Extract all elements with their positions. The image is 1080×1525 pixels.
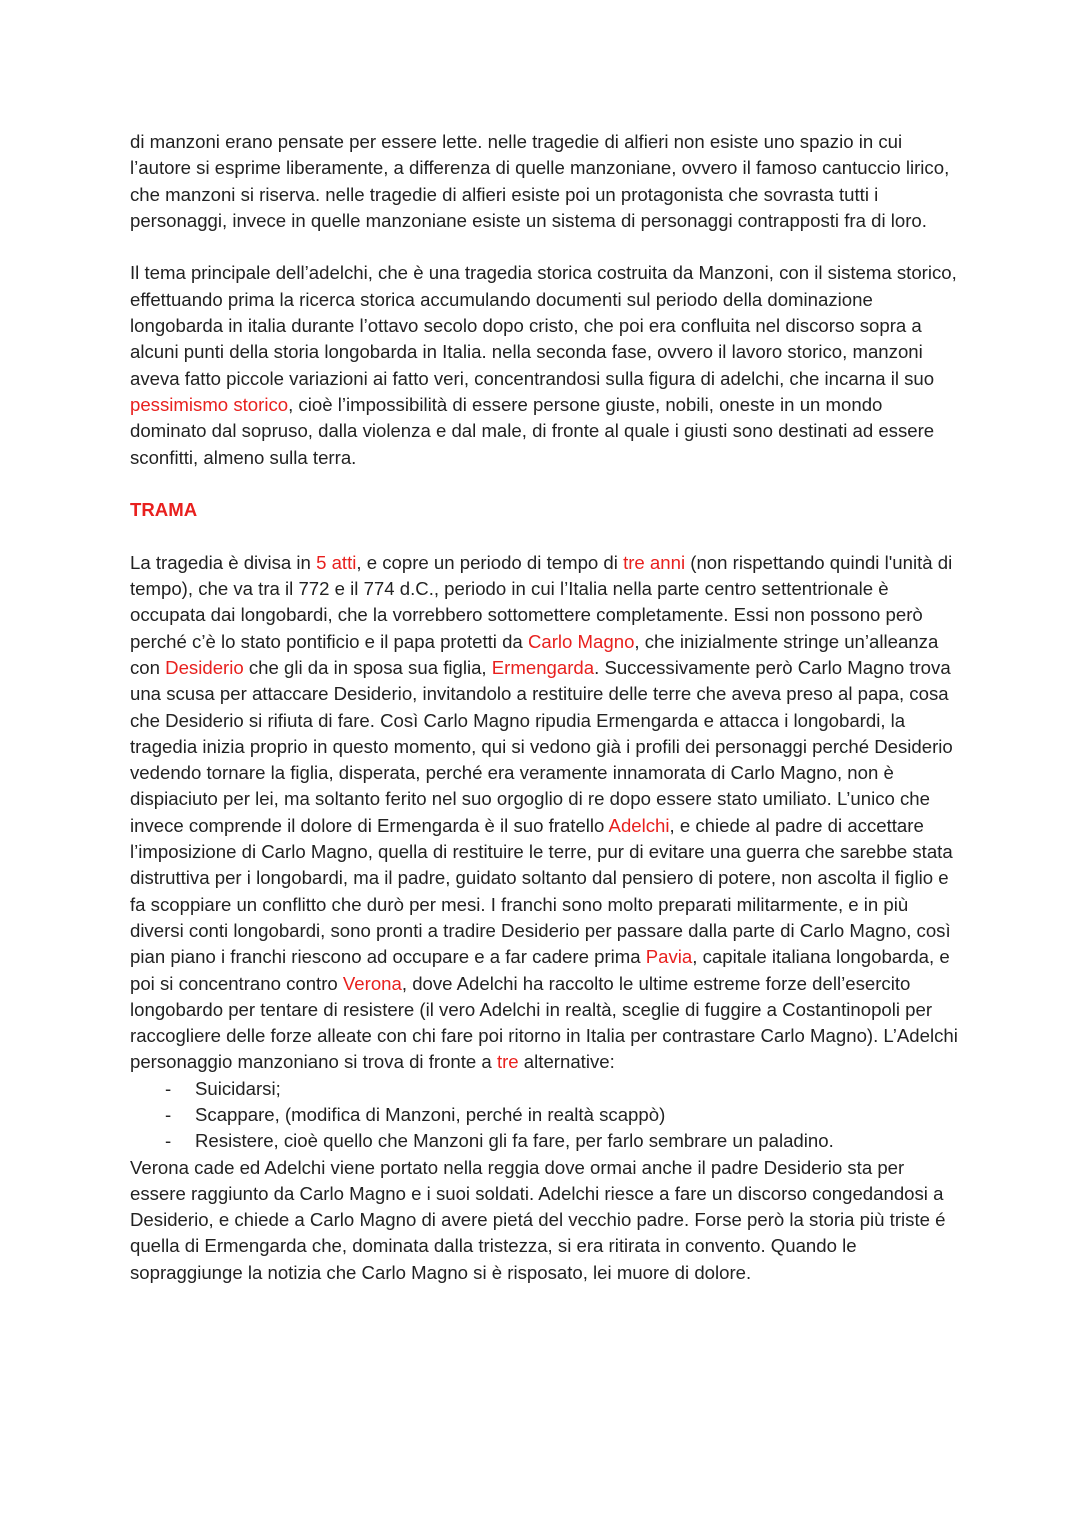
paragraph-text: , capitale italiana longobarda, e poi si concentrano contro [130,946,950,994]
list-item [130,1076,960,1102]
highlighted-term: Verona [342,972,402,994]
highlighted-term: Pavia [645,946,693,968]
highlighted-term: tre [496,1051,519,1073]
alternatives-list [130,1076,960,1155]
spacer [130,523,960,549]
spacer [130,471,960,497]
paragraph-text: . Successivamente però Carlo Magno trova una scusa per attaccare Desiderio, invitandolo a restituire delle terre che aveva preso al papa, cosa che Desiderio si rifiuta di fare. Così Carlo Magno ripudia Ermengarda e attacca i longobardi, la tragedia inizia proprio in questo momento, qui si vedono già i profili dei personaggi perché Desiderio vedendo tornare la figlia, disperata, perché era veramente innamorata di Carlo Magno, non è dispiaciuto per lei, ma soltanto ferito nel suo orgoglio di re dopo essere stato umiliato. L’unico che invece comprende il dolore di Ermengarda è il suo fratello [130,656,953,836]
section-heading-trama: TRAMA [130,499,198,521]
list-item-text: Suicidarsi; [195,1077,281,1099]
paragraph-text: , e copre un periodo di tempo di [356,551,624,573]
paragraph-text: (non rispettando quindi l'unità di tempo), che va tra il 772 e il 774 d.C., periodo in cui l’Italia nella parte centro settentrionale è occupata dai longobardi, che la vorrebbero sottomettere completamente. Essi non possono però perché c’è lo stato pontificio e il papa protetti da [130,551,953,652]
paragraph-text: alternative: [518,1051,615,1073]
paragraph-text: La tragedia è divisa in [130,551,317,573]
highlighted-term: Desiderio [165,656,244,678]
highlighted-term: tre anni [623,551,686,573]
dash-bullet: - [165,1130,172,1152]
highlighted-term: Ermengarda [491,656,595,678]
intro-paragraph-2 [130,260,960,470]
highlighted-term: Adelchi [608,814,670,836]
paragraph-text: che gli da in sposa sua figlia, [243,656,492,678]
conclusion-paragraph: Verona cade ed Adelchi viene portato nella reggia dove ormai anche il padre Desiderio sta per essere raggiunto da Carlo Magno e i suoi soldati. Adelchi riesce a fare un discorso congedandosi a Desiderio, e chiede a Carlo Magno di avere pietá del vecchio padre. Forse però la storia più triste é quella di Ermengarda che, dominata dalla tristezza, si era ritirata in convento. Quando le sopraggiunge la notizia che Carlo Magno si è risposato, lei muore di dolore. [130,1156,946,1283]
list-item-text: Resistere, cioè quello che Manzoni gli fa fare, per farlo sembrare un paladino. [195,1130,834,1152]
spacer [130,234,960,260]
paragraph-text: , che inizialmente stringe un’alleanza con [130,630,939,678]
intro-paragraph-1: di manzoni erano pensate per essere lette. nelle tragedie di alfieri non esiste uno spazio in cui l’autore si esprime liberamente, a differenza di quelle manzoniane, ovvero il famoso cantuccio lirico, che manzoni si riserva. nelle tragedie di alfieri esiste poi un protagonista che sovrasta tutti i personaggi, invece in quelle manzoniane esiste un sistema di personaggi contrapposti fra di loro. [130,131,950,231]
paragraph-text: , cioè l’impossibilità di essere persone giuste, nobili, oneste in un mondo dominato dal sopruso, dalla violenza e dal male, di fronte al quale i giusti sono destinati ad essere sconfitti, almeno sulla terra. [130,393,935,468]
document-page [130,129,960,1286]
list-item [130,1128,960,1154]
highlight-pessimismo-storico: pessimismo storico [130,393,289,415]
dash-bullet: - [165,1103,172,1125]
list-item-text: Scappare, (modifica di Manzoni, perché in realtà scappò) [195,1103,666,1125]
dash-bullet: - [165,1077,172,1099]
paragraph-text: , dove Adelchi ha raccolto le ultime estreme forze dell’esercito longobardo per tentare di resistere (il vero Adelchi in realtà, sceglie di fuggire a Costantinopoli per raccogliere delle forze alleate con chi fare poi ritorno in Italia per contrastare Carlo Magno). L’Adelchi personaggio manzoniano si trova di fronte a [130,972,958,1073]
paragraph-text: , e chiede al padre di accettare l’imposizione di Carlo Magno, quella di restituire le terre, pur di evitare una guerra che sarebbe stata distruttiva per i longobardi, ma il padre, guidato soltanto dal pensiero di potere, non ascolta il figlio e fa scoppiare un conflitto che durò per mesi. I franchi sono molto preparati militarmente, e in più diversi conti longobardi, sono pronti a tradire Desiderio per passare dalla parte di Carlo Magno, così pian piano i franchi riescono ad occupare e a far cadere prima [130,814,953,968]
trama-paragraph [130,550,960,1076]
highlighted-term: 5 atti [316,551,357,573]
paragraph-text: Il tema principale dell’adelchi, che è una tragedia storica costruita da Manzoni, con il sistema storico, effettuando prima la ricerca storica accumulando documenti sul periodo della dominazione longobarda in italia durante l’ottavo secolo dopo cristo, che poi era confluita nel discorso sopra a alcuni punti della storia longobarda in Italia. nella seconda fase, ovvero il lavoro storico, manzoni aveva fatto piccole variazioni ai fatto veri, concentrandosi sulla figura di adelchi, che incarna il suo [130,262,957,389]
list-item [130,1102,960,1128]
highlighted-term: Carlo Magno [527,630,635,652]
